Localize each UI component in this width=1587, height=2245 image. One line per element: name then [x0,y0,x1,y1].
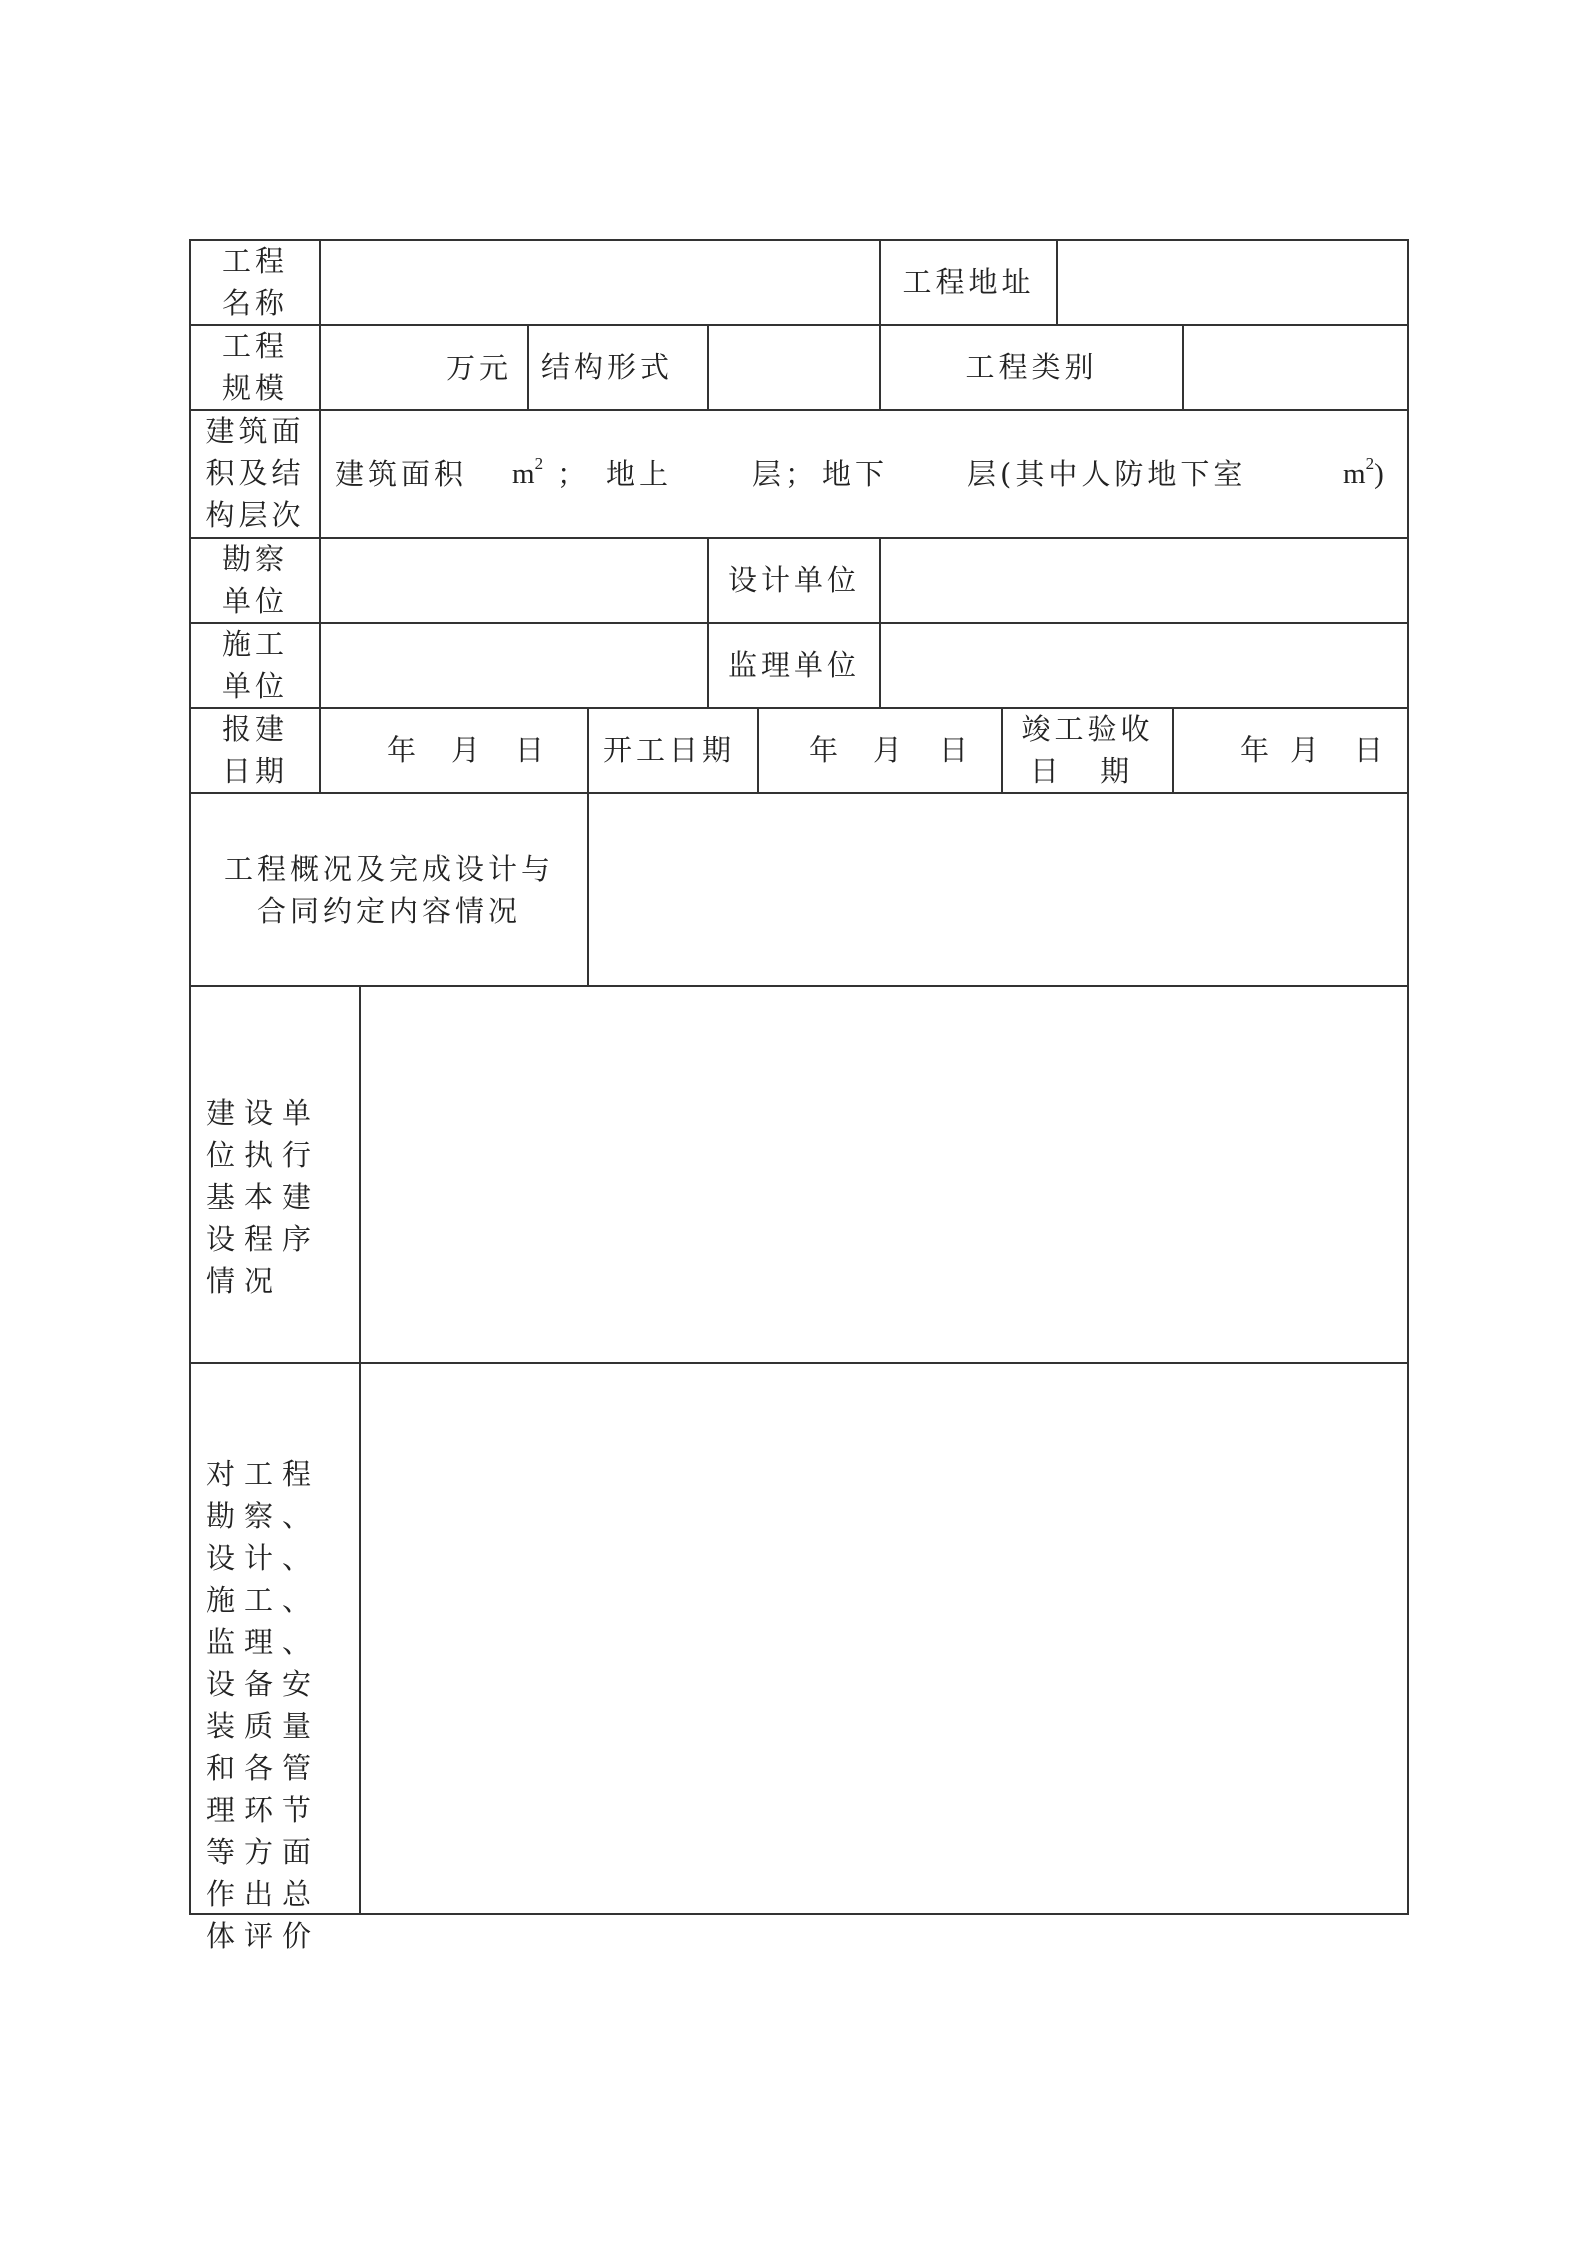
construction-unit-label: 施工 单位 [221,627,288,703]
table-border-bottom [189,1913,1409,1915]
design-unit-field[interactable] [881,539,1407,622]
project-overview-label: 工程概况及完成设计与 合同约定内容情况 [223,852,554,928]
structure-type-label: 结构形式 [541,350,674,384]
floors-above-text: 层； [752,457,819,491]
project-address-label: 工程地址 [902,265,1035,299]
supervision-unit-field[interactable] [881,624,1407,707]
procedure-execution-label: 建设单位执行基本建设程序情况 [206,1096,321,1298]
start-date-label: 开工日期 [603,733,736,767]
survey-unit-label: 勘察 单位 [221,542,288,618]
completion-date-field[interactable]: 年 月 日 [1240,733,1388,767]
project-address-field[interactable] [1058,241,1407,324]
design-unit-label: 设计单位 [727,563,860,597]
civil-defense-area-unit: $m^2$) [1343,454,1384,490]
report-date-label: 报建 日期 [221,712,288,788]
area-text: 建筑面积 [335,457,468,491]
overall-evaluation-field[interactable] [361,1364,1407,1913]
completion-date-label: 竣工验收 日 期 [1021,712,1154,788]
report-date-field[interactable]: 年 月 日 [387,733,549,767]
start-date-field[interactable]: 年 月 日 [809,733,973,767]
cell-divider [587,707,589,794]
overall-evaluation-label: 对工程勘察、设计、施工、监理、设备安装质量和各管理环节等方面作出总体评价 [206,1457,321,1953]
procedure-execution-field[interactable] [361,987,1407,1362]
above-ground-text: 地上 [606,457,673,491]
separator: ； [557,457,591,491]
area-unit: $m^2$ [512,454,544,490]
structure-type-field[interactable] [709,326,879,409]
supervision-unit-label: 监理单位 [727,648,860,682]
survey-unit-field[interactable] [321,539,707,622]
project-category-field[interactable] [1184,326,1407,409]
scale-unit: 万元 [446,351,513,385]
floors-below-text: 层(其中人防地下室 [967,457,1247,491]
table-border-right [1407,239,1409,1915]
construction-unit-field[interactable] [321,624,707,707]
cell-divider [527,324,529,411]
project-name-field[interactable] [321,241,879,324]
building-area-label: 建筑面 积及结 构层次 [205,414,305,532]
project-category-label: 工程类别 [965,350,1098,384]
below-ground-text: 地下 [822,457,889,491]
project-scale-field[interactable] [321,326,527,409]
project-overview-field[interactable] [589,794,1407,985]
project-name-label: 工程 名称 [221,244,288,320]
project-scale-label: 工程 规模 [221,329,288,405]
